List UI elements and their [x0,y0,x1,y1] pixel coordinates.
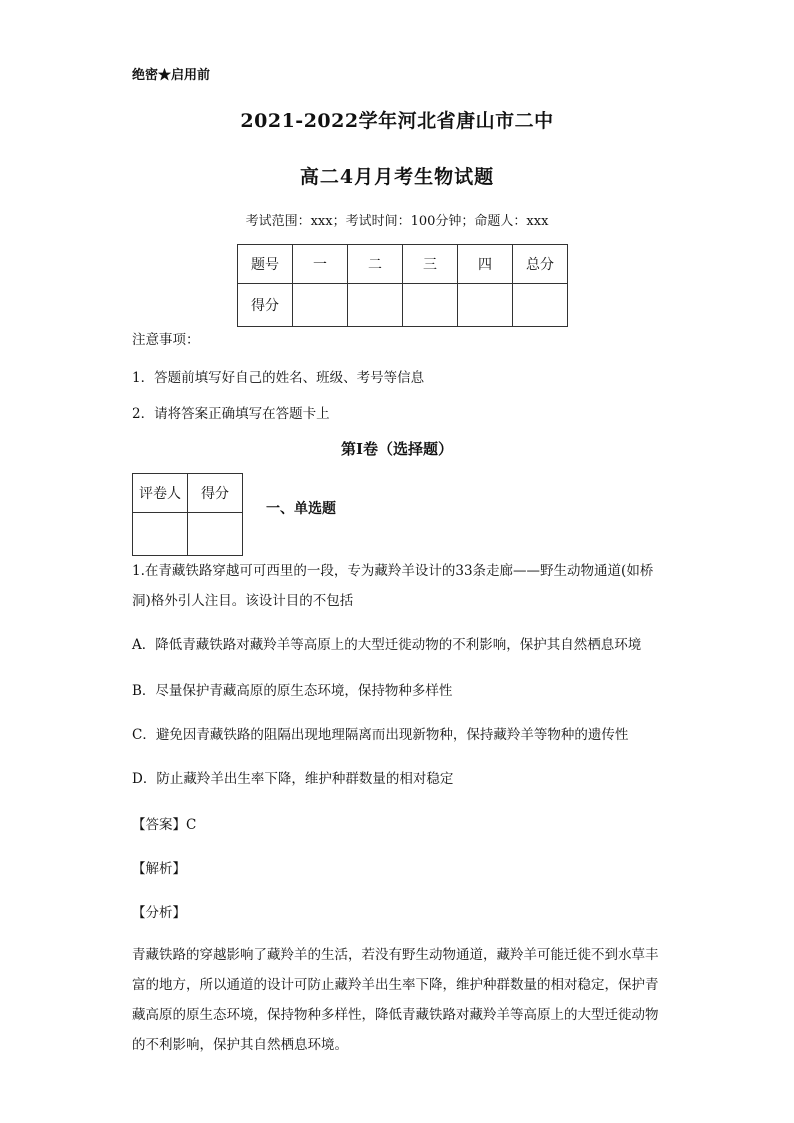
score-row-label: 得分 [238,284,293,327]
grader-blank-row [133,513,243,556]
score-cell [403,284,458,327]
option-a: A．降低青藏铁路对藏羚羊等高原上的大型迁徙动物的不利影响，保护其自然栖息环境 [132,637,642,653]
score-header-cell: 一 [293,245,348,284]
score-table-header-row [238,245,568,284]
secret-mark: 绝密★启用前 [132,68,211,83]
note-item: 1．答题前填写好自己的姓名、班级、考号等信息 [132,370,425,386]
score-header-cell: 三 [403,245,458,284]
grader-cell [188,513,243,556]
option-c: C．避免因青藏铁路的阻隔出现地理隔离而出现新物种，保持藏羚羊等物种的遗传性 [132,727,629,743]
grader-cell [133,513,188,556]
section-title: 第I卷（选择题） [340,440,454,458]
score-header-cell: 总分 [513,245,568,284]
score-header-cell: 四 [458,245,513,284]
note-item: 2．请将答案正确填写在答题卡上 [132,406,330,422]
option-d: D．防止藏羚羊出生率下降，维护种群数量的相对稳定 [132,771,454,787]
score-cell [458,284,513,327]
grader-header-cell: 评卷人 [133,474,188,513]
score-table-score-row [238,284,568,327]
analysis-text: 青藏铁路的穿越影响了藏羚羊的生活，若没有野生动物通道，藏羚羊可能迁徙不到水草丰富的地方，所以通道的设计可防止藏羚羊出生率下降，维护种群数量的相对稳定，保护青藏高原的原生态环境，保持物种多样性，降低青藏铁路对藏羚羊等高原上的大型迁徙动物的不利影响，保护其自然栖息环境。 [132,947,659,1053]
grader-header-cell: 得分 [188,474,243,513]
exam-info: 考试范围：xxx；考试时间：100分钟；命题人：xxx [245,214,549,229]
question-type-heading: 一、单选题 [266,501,336,517]
analysis-label: 【分析】 [132,905,186,921]
score-cell [513,284,568,327]
exam-title-line2: 高二4月月考生物试题 [299,166,495,188]
score-cell [348,284,403,327]
answer-line: 【答案】C [132,817,197,833]
score-header-cell: 二 [348,245,403,284]
score-cell [293,284,348,327]
option-b: B．尽量保护青藏高原的原生态环境，保持物种多样性 [132,683,453,699]
grader-table [132,473,243,556]
score-header-cell: 题号 [238,245,293,284]
explanation-label: 【解析】 [132,861,186,877]
score-table [237,244,568,327]
grader-header-row [133,474,243,513]
question-stem: 1.在青藏铁路穿越可可西里的一段，专为藏羚羊设计的33条走廊——野生动物通道(如桥洞)格外引人注目。该设计目的不包括 [132,563,654,609]
exam-title-line1: 2021-2022学年河北省唐山市二中 [240,110,554,132]
notes-title: 注意事项： [132,332,200,348]
